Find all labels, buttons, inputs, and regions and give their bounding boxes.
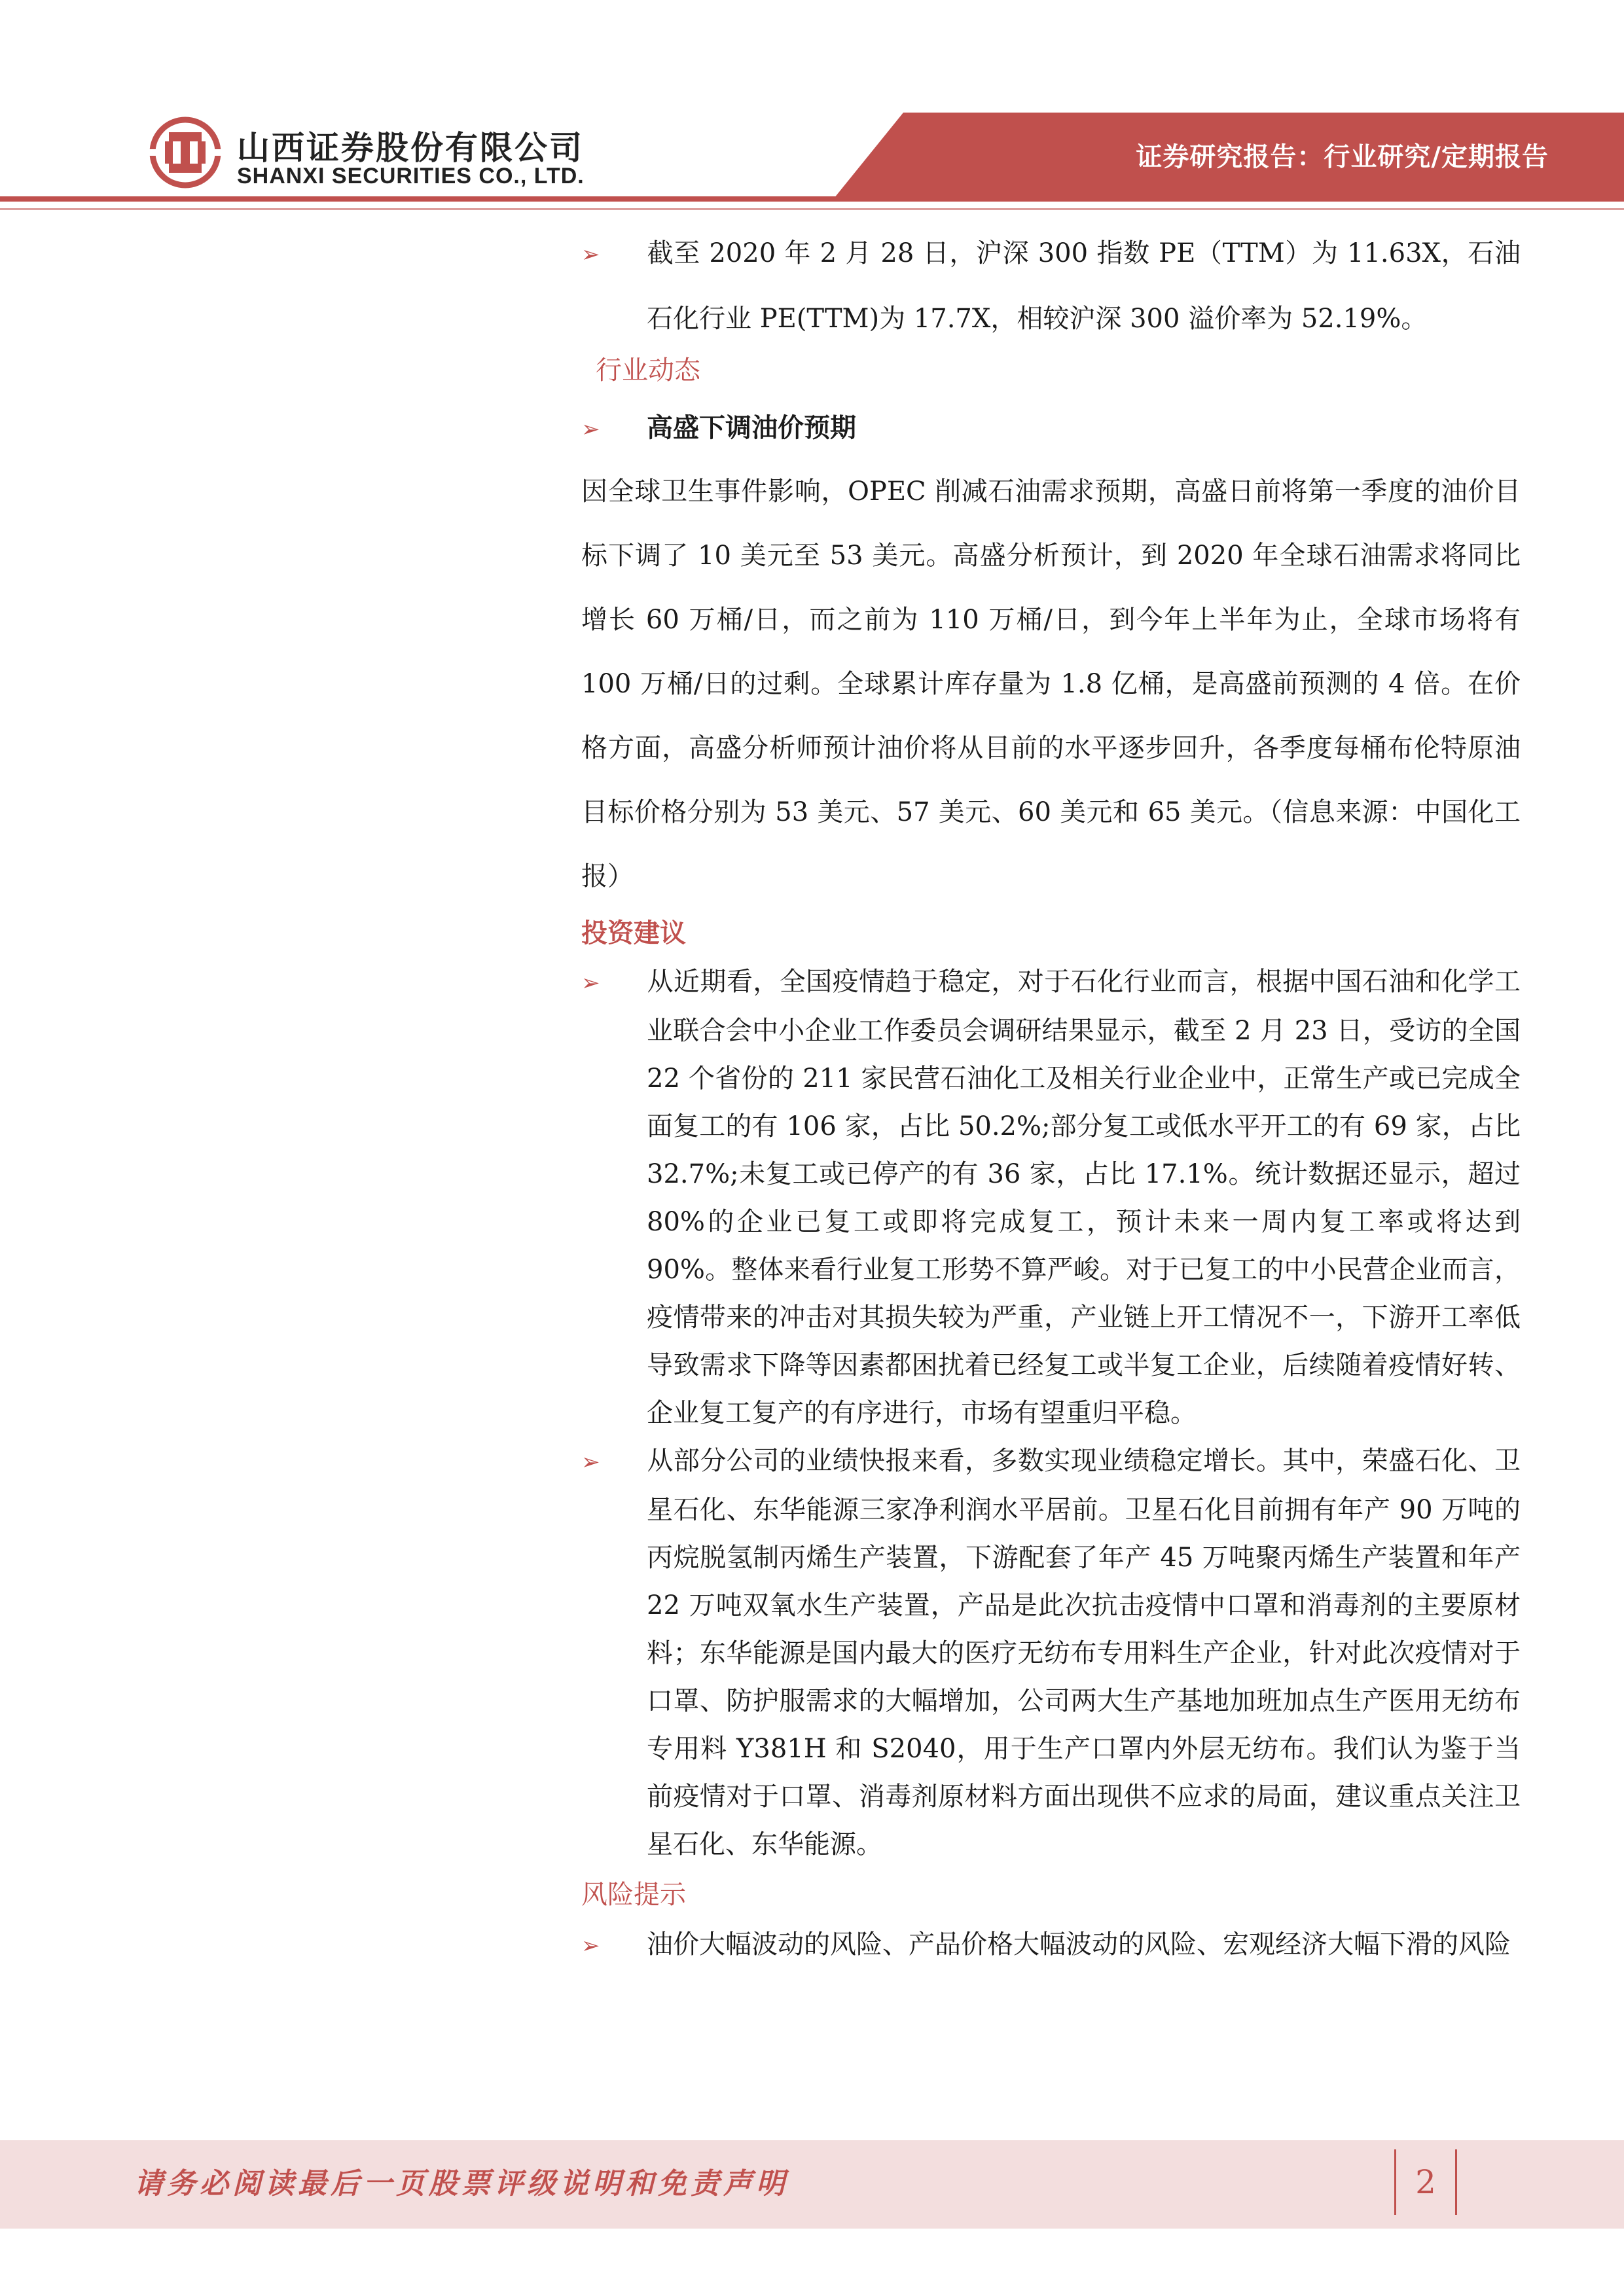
investment-heading: 投资建议 — [581, 918, 686, 948]
page-number: 2 — [1394, 2149, 1457, 2215]
news-title: 高盛下调油价预期 — [647, 413, 856, 443]
page-header — [0, 0, 1624, 216]
shanxi-securities-logo-icon — [149, 117, 221, 188]
header-divider — [0, 196, 1624, 202]
investment-bullet-2 — [581, 1437, 1521, 1869]
valuation-text: 截至 2020 年 2 月 28 日，沪深 300 指数 PE（TTM）为 11.63X，石油石化行业 PE(TTM)为 17.7X，相较沪深 300 溢价率为 52.19%。 — [647, 238, 1521, 334]
arrow-bullet-icon: ➢ — [581, 242, 600, 268]
risk-bullet — [581, 1921, 1521, 1970]
footer-disclaimer: 请务必阅读最后一页股票评级说明和免责声明 — [134, 2167, 789, 2200]
industry-news-heading: 行业动态 — [596, 355, 700, 386]
news-title-bullet — [581, 398, 1521, 459]
report-type-label: 证券研究报告：行业研究/定期报告 — [1136, 142, 1549, 172]
company-name-cn: 山西证券股份有限公司 — [237, 129, 584, 167]
header-divider-thin — [0, 208, 1624, 210]
arrow-bullet-icon: ➢ — [581, 970, 600, 996]
investment-bullet-1-text: 从近期看，全国疫情趋于稳定，对于石化行业而言，根据中国石油和化学工业联合会中小企业工作委员会调研结果显示，截至 2 月 23 日，受访的全国 22 个省份的 211 家民营石油化工及相关行业企业中，正常生产或已完成全面复工的有 106 家，占比 50.2%;部分复工或低水平开工的有 69 家，占比 32.7%;未复工或已停产的有 36 家，占比 17.1%。统计数据还显示，超过 80%的企业已复工或即将完成复工，预计未来一周内复工率或将达到 90%。整体来看行业复工形势不算严峻。对于已复工的中小民营企业而言，疫情带来的冲击对其损失较为严重，产业链上开工情况不一，下游开工率低导致需求下降等因素都困扰着已经复工或半复工企业，后续随着疫情好转、企业复工复产的有序进行，市场有望重归平稳。 — [647, 967, 1521, 1428]
risk-bullet-text: 油价大幅波动的风险、产品价格大幅波动的风险、宏观经济大幅下滑的风险 — [647, 1929, 1511, 1960]
valuation-bullet — [581, 221, 1521, 351]
investment-bullet-1 — [581, 958, 1521, 1437]
arrow-bullet-icon: ➢ — [581, 1449, 600, 1475]
arrow-bullet-icon: ➢ — [581, 416, 600, 442]
arrow-bullet-icon: ➢ — [581, 1933, 600, 1959]
risk-heading: 风险提示 — [581, 1880, 686, 1910]
company-name-en: SHANXI SECURITIES CO., LTD. — [237, 164, 585, 188]
report-body — [581, 221, 1521, 1970]
investment-bullet-2-text: 从部分公司的业绩快报来看，多数实现业绩稳定增长。其中，荣盛石化、卫星石化、东华能源三家净利润水平居前。卫星石化目前拥有年产 90 万吨的丙烷脱氢制丙烯生产装置，下游配套了年产 45 万吨聚丙烯生产装置和年产 22 万吨双氧水生产装置，产品是此次抗击疫情中口罩和消毒剂的主要原材料；东华能源是国内最大的医疗无纺布专用料生产企业，针对此次疫情对于口罩、防护服需求的大幅增加，公司两大生产基地加班加点生产医用无纺布专用料 Y381H 和 S2040，用于生产口罩内外层无纺布。我们认为鉴于当前疫情对于口罩、消毒剂原材料方面出现供不应求的局面，建议重点关注卫星石化、东华能源。 — [647, 1446, 1521, 1859]
news-body: 因全球卫生事件影响，OPEC 削减石油需求预期，高盛日前将第一季度的油价目标下调了 10 美元至 53 美元。高盛分析预计，到 2020 年全球石油需求将同比增长 60 万桶/日，而之前为 110 万桶/日，到今年上半年为止，全球市场将有 100 万桶/日的过剩。全球累计库存量为 1.8 亿桶，是高盛前预测的 4 倍。在价格方面，高盛分析师预计油价将从目前的水平逐步回升，各季度每桶布伦特原油目标价格分别为 53 美元、57 美元、60 美元和 65 美元。（信息来源：中国化工报） — [581, 476, 1521, 891]
